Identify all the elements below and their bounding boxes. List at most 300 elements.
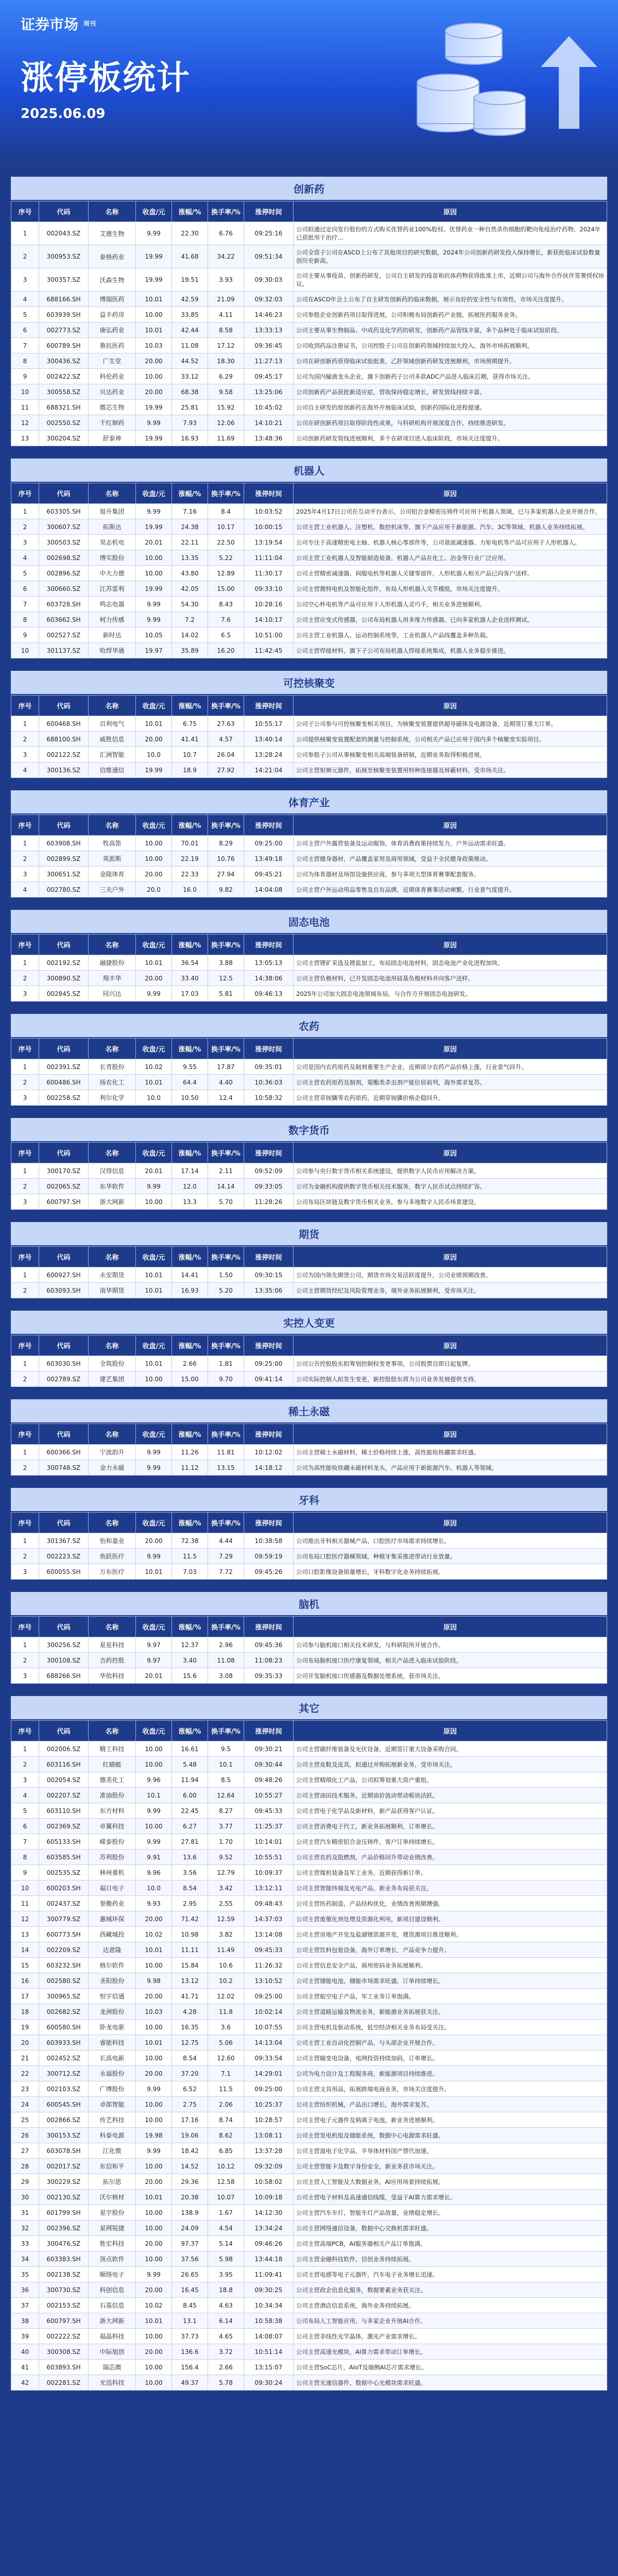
table-row (11, 1460, 607, 1476)
table-cell: 10.1 (136, 1788, 172, 1803)
column-header: 换手率/% (208, 1335, 244, 1356)
table-cell: 09:30:24 (244, 2375, 294, 2391)
reason-cell: 公司主营健身器材，产品覆盖家用及商用领域，受益于全民健身政策推动。 (294, 851, 607, 867)
table-cell: 10:58:32 (244, 1090, 294, 1106)
column-header: 涨停时间 (244, 1143, 294, 1163)
table-cell: 09:30:25 (244, 2282, 294, 2298)
table-cell: 14.14 (208, 1179, 244, 1194)
table-cell: 15.84 (172, 1958, 208, 1973)
table-cell: 14:08:07 (244, 2329, 294, 2344)
section-block (9, 457, 609, 660)
table-cell: 1 (11, 1356, 39, 1371)
table-row (11, 2375, 607, 2391)
table-cell: 600789.SH (39, 338, 89, 353)
table-row (11, 400, 607, 415)
table-cell: 9.99 (136, 1179, 172, 1194)
table-cell: 300607.SZ (39, 519, 89, 535)
table-row (11, 292, 607, 307)
table-cell: 601799.SH (39, 2205, 89, 2221)
table-cell: 16.0 (172, 882, 208, 897)
section-title: 期货 (11, 1222, 607, 1246)
table-cell: 13:08:11 (244, 2128, 294, 2143)
table-cell: 300229.SZ (39, 2174, 89, 2190)
column-header: 收盘/元 (136, 201, 172, 222)
column-header: 换手率/% (208, 201, 244, 222)
table-cell: 1 (11, 1059, 39, 1075)
table-cell: 33.12 (172, 369, 208, 384)
table-cell: 600055.SH (39, 1564, 89, 1580)
section-title: 可控核聚变 (11, 671, 607, 695)
table-cell: 39 (11, 2329, 39, 2344)
table-row (11, 1819, 607, 1834)
table-cell: 光迅科技 (89, 2375, 136, 2391)
reason-cell: 公司主营废催化剂处理及资源化利用，新项目建设顺利。 (294, 1911, 607, 1927)
coins-icon (407, 21, 541, 144)
table-row (11, 2081, 607, 2097)
table-cell: 15.92 (208, 400, 244, 415)
table-cell: 14:37:03 (244, 1911, 294, 1927)
table-cell: 27.81 (172, 1834, 208, 1850)
reason-cell: 公司主营农药及阻燃剂，产品价格回升带动业绩改善。 (294, 1850, 607, 1865)
table-cell: 6 (11, 323, 39, 338)
column-header: 涨幅/% (172, 1721, 208, 1741)
table-row (11, 384, 607, 400)
table-cell: 10.00 (136, 2050, 172, 2066)
table-row (11, 882, 607, 897)
table-cell: 睿能科技 (89, 2035, 136, 2050)
reason-cell: 公司主营智能终端及光电产品，新业务布局获关注。 (294, 1880, 607, 1896)
column-header: 收盘/元 (136, 815, 172, 836)
table-cell: 准油股份 (89, 1788, 136, 1803)
table-cell: 13:49:18 (244, 851, 294, 867)
reason-cell: 公司主营文具用品，拓展跨境电商业务，市场关注度提升。 (294, 2081, 607, 2097)
table-row (11, 2329, 607, 2344)
table-cell: 688321.SH (39, 400, 89, 415)
table-cell: 1 (11, 1533, 39, 1549)
reason-cell: 公司主营工业机器人及智能制造装备，机器人产品在化工、冶金等行业广泛应用。 (294, 550, 607, 566)
reason-cell: 公司开发脑机接口传感器及数据处理系统，获市场关注。 (294, 1668, 607, 1684)
reason-cell: 公司主营光通信器件，数据中心光模块需求旺盛。 (294, 2375, 607, 2391)
table-cell: 09:30:21 (244, 1741, 294, 1757)
table-cell: 41.71 (172, 1989, 208, 2004)
table-cell: 12 (11, 1911, 39, 1927)
table-cell: 10.76 (208, 851, 244, 867)
table-cell: 002209.SZ (39, 1942, 89, 1958)
column-header: 代码 (39, 1039, 89, 1059)
table-cell: 13:19:54 (244, 535, 294, 550)
reason-cell: 公司主营射频元器件，拓展至核聚变装置用特种连接器及屏蔽材料，受市场关注。 (294, 762, 607, 778)
table-cell: 8.74 (208, 2112, 244, 2128)
stock-table (11, 1038, 607, 1106)
column-header: 代码 (39, 1721, 89, 1741)
table-cell: 002138.SZ (39, 2267, 89, 2282)
table-cell: 9.97 (136, 1653, 172, 1668)
table-cell: 603093.SH (39, 1283, 89, 1298)
table-cell: 5.20 (208, 1283, 244, 1298)
reason-cell: 公司主营草铵膦等农药原药，近期草铵膦价格企稳回升。 (294, 1090, 607, 1106)
table-cell: 10.00 (136, 2205, 172, 2221)
column-header: 原因 (294, 483, 607, 504)
table-cell: 英派斯 (89, 851, 136, 867)
table-cell: 3.95 (208, 2267, 244, 2282)
reason-cell: 公司在ASCO年会上公布了自主研发创新药的临床数据，展示良好的安全性与有效性，市场关注度提升。 (294, 292, 607, 307)
table-cell: 002054.SZ (39, 1772, 89, 1788)
column-header: 序号 (11, 935, 39, 955)
table-cell: 2.75 (172, 2097, 208, 2112)
reason-cell: 公司主营网络通信设备，数据中心交换机需求旺盛。 (294, 2221, 607, 2236)
table-cell: 002535.SZ (39, 1865, 89, 1880)
table-cell: 36 (11, 2282, 39, 2298)
table-cell: 9.99 (136, 415, 172, 431)
table-cell: 汇洲智能 (89, 747, 136, 762)
table-cell: 5.14 (208, 2236, 244, 2251)
table-cell: 43.80 (172, 566, 208, 581)
table-cell: 300170.SZ (39, 1163, 89, 1179)
table-cell: 15.00 (208, 581, 244, 597)
column-header: 代码 (39, 483, 89, 504)
table-cell: 9.99 (136, 1549, 172, 1564)
table-cell: 10.00 (136, 836, 172, 851)
table-cell: 42.59 (172, 292, 208, 307)
table-cell: 25 (11, 2112, 39, 2128)
reason-cell: 公司主营户外运动用品零售及自有品牌，近期体育赛事活动频繁，行业景气度提升。 (294, 882, 607, 897)
table-cell: 002773.SZ (39, 323, 89, 338)
column-header: 换手率/% (208, 815, 244, 836)
column-header: 序号 (11, 1513, 39, 1533)
table-cell: 38 (11, 2313, 39, 2329)
reason-cell: 公司为金融机构提供数字货币相关技术服务，数字人民币试点持续扩容。 (294, 1179, 607, 1194)
table-cell: 万东医疗 (89, 1564, 136, 1580)
table-cell: 600580.SH (39, 2020, 89, 2035)
reason-cell: 公司主营储能电池，储能市场需求旺盛，订单持续增长。 (294, 1973, 607, 1989)
table-cell: 2 (11, 971, 39, 986)
table-cell: 2.66 (172, 1356, 208, 1371)
table-cell: 4 (11, 1788, 39, 1803)
reason-cell: 公司专注于高速精密电主轴、机器人核心零部件等，公司谐波减速器、力矩电机等产品可应用于人形机器人。 (294, 535, 607, 550)
reason-cell: 公司主营电子化学品及新材料，新产品获得客户认证。 (294, 1803, 607, 1819)
section-block (9, 669, 609, 779)
table-cell: 9.99 (136, 222, 172, 245)
table-cell: 泰格药业 (89, 245, 136, 268)
table-cell: 10:28:16 (244, 597, 294, 612)
table-cell: 9.70 (208, 1371, 244, 1387)
table-cell: 7.1 (208, 2066, 244, 2081)
table-cell: 长青股份 (89, 1059, 136, 1075)
table-cell: 10.01 (136, 292, 172, 307)
table-cell: 9.99 (136, 504, 172, 519)
table-row (11, 1803, 607, 1819)
table-row (11, 2298, 607, 2313)
table-cell: 16.61 (172, 1741, 208, 1757)
table-cell: 宁波韵升 (89, 1445, 136, 1460)
table-cell: 3.82 (208, 1927, 244, 1942)
table-cell: 2 (11, 732, 39, 747)
table-cell: 5.81 (208, 986, 244, 1002)
table-cell: 5 (11, 307, 39, 323)
table-cell: 11 (11, 400, 39, 415)
table-cell: 3 (11, 1772, 39, 1788)
reason-cell: 公司为高性能钕铁硼永磁材料龙头，产品应用于新能源汽车、机器人等领域。 (294, 1460, 607, 1476)
stock-table (11, 1142, 607, 1210)
table-cell: 26 (11, 2128, 39, 2143)
table-cell: 6.75 (172, 716, 208, 732)
table-cell: 2 (11, 1653, 39, 1668)
reason-cell: 2025年公司加大固态电池领域布局，与合作方开展固态电池研发。 (294, 986, 607, 1002)
table-cell: 20.00 (136, 971, 172, 986)
stock-table (11, 815, 607, 897)
table-row (11, 1911, 607, 1927)
table-cell: 09:45:33 (244, 1803, 294, 1819)
column-header: 涨幅/% (172, 1143, 208, 1163)
table-cell: 9.82 (208, 882, 244, 897)
table-cell: 600797.SH (39, 1194, 89, 1210)
table-cell: 09:32:09 (244, 2159, 294, 2174)
reason-cell: 公司创新药研发管线进展顺利，多个在研项目进入临床阶段，市场关注度提升。 (294, 431, 607, 446)
table-row (11, 2050, 607, 2066)
table-cell: 10.01 (136, 1356, 172, 1371)
table-cell: 江化微 (89, 2143, 136, 2159)
table-cell: 9 (11, 628, 39, 643)
table-cell: 19 (11, 2020, 39, 2035)
table-cell: 71.42 (172, 1911, 208, 1927)
table-cell: 卧龙电驱 (89, 2020, 136, 2035)
table-cell: 10:14:01 (244, 1834, 294, 1850)
table-cell: 002223.SZ (39, 1549, 89, 1564)
table-cell: 博瑞医药 (89, 292, 136, 307)
table-cell: 11:08:23 (244, 1653, 294, 1668)
table-cell: 吉药控股 (89, 1653, 136, 1668)
table-cell: 18 (11, 2004, 39, 2020)
reason-cell: 公司主营金融科技软件，信创业务持续拓展。 (294, 2251, 607, 2267)
table-cell: 20.01 (136, 1163, 172, 1179)
column-header: 换手率/% (208, 483, 244, 504)
table-cell: 惠城环保 (89, 1911, 136, 1927)
table-cell: 6 (11, 581, 39, 597)
table-cell: 40 (11, 2344, 39, 2360)
table-cell: 17.03 (172, 986, 208, 1002)
table-cell: 10:03:52 (244, 504, 294, 519)
column-header: 涨停时间 (244, 1721, 294, 1741)
table-cell: 14:29:01 (244, 2066, 294, 2081)
table-cell: 24.09 (172, 2221, 208, 2236)
column-header: 涨幅/% (172, 1247, 208, 1267)
table-cell: 5 (11, 566, 39, 581)
table-row (11, 2066, 607, 2081)
table-header-row (11, 1424, 607, 1445)
table-cell: 22.45 (172, 1803, 208, 1819)
table-row (11, 1834, 607, 1850)
table-cell: 9.93 (136, 1896, 172, 1911)
table-cell: 002527.SZ (39, 628, 89, 643)
table-cell: 600203.SH (39, 1880, 89, 1896)
table-row (11, 1668, 607, 1684)
table-cell: 603078.SH (39, 2143, 89, 2159)
table-cell: 300476.SZ (39, 2236, 89, 2251)
table-cell: 9.99 (136, 2143, 172, 2159)
reason-cell: 公司参股企业创新药项目取得进展，公司积极布局创新药产业链，拓展医药服务业务。 (294, 307, 607, 323)
table-cell: 17.87 (208, 1059, 244, 1075)
table-cell: 7.03 (172, 1564, 208, 1580)
table-cell: 33.40 (172, 971, 208, 986)
table-cell: 1 (11, 1163, 39, 1179)
table-cell: 603232.SH (39, 1958, 89, 1973)
table-cell: 002422.SZ (39, 369, 89, 384)
table-header-row (11, 1513, 607, 1533)
section-block (9, 1116, 609, 1211)
table-header-row (11, 201, 607, 222)
table-row (11, 2035, 607, 2050)
column-header: 序号 (11, 1617, 39, 1637)
table-cell: 11:09:41 (244, 2267, 294, 2282)
reason-cell: 公司主要从事生物制品、中成药及化学药的研发，创新药产品管线丰富，多个品种处于临床试验阶段。 (294, 323, 607, 338)
table-cell: 旭升集团 (89, 504, 136, 519)
table-cell: 10.7 (172, 747, 208, 762)
table-cell: 12.60 (208, 2050, 244, 2066)
table-cell: 002396.SZ (39, 2221, 89, 2236)
table-cell: 300436.SZ (39, 353, 89, 369)
table-cell: 10:55:27 (244, 1788, 294, 1803)
table-cell: 7.29 (208, 1549, 244, 1564)
column-header: 名称 (89, 1143, 136, 1163)
table-cell: 603383.SH (39, 2251, 89, 2267)
section-title: 稀土永磁 (11, 1399, 607, 1423)
table-cell: 13.15 (208, 1460, 244, 1476)
table-cell: 10.00 (136, 2221, 172, 2236)
table-cell: 09:32:03 (244, 292, 294, 307)
table-cell: 002550.SZ (39, 415, 89, 431)
table-row (11, 732, 607, 747)
stock-table (11, 1246, 607, 1298)
column-header: 序号 (11, 1721, 39, 1741)
table-cell: 37.73 (172, 2329, 208, 2344)
stock-table (11, 1616, 607, 1684)
table-cell: 中大力德 (89, 566, 136, 581)
table-row (11, 2128, 607, 2143)
table-row (11, 1059, 607, 1075)
table-cell: 誉衡药业 (89, 1896, 136, 1911)
table-cell: 14:12:30 (244, 2205, 294, 2221)
table-row (11, 2313, 607, 2329)
table-cell: 002122.SZ (39, 747, 89, 762)
table-cell: 156.4 (172, 2360, 208, 2375)
table-cell: 13:48:36 (244, 431, 294, 446)
table-cell: 13.12 (172, 1973, 208, 1989)
table-cell: 1 (11, 836, 39, 851)
table-header-row (11, 483, 607, 504)
table-cell: 17.12 (208, 338, 244, 353)
column-header: 名称 (89, 935, 136, 955)
table-cell: 11.81 (208, 1445, 244, 1460)
reason-cell: 公司主营煤机装备及军工业务，近期获得新订单。 (294, 1865, 607, 1880)
table-cell: 97.37 (172, 2236, 208, 2251)
reason-cell: 公司主营碳纤维装备及光伏设备，近期签订重大设备采购合同。 (294, 1741, 607, 1757)
table-cell: 11.12 (172, 1460, 208, 1476)
column-header: 原因 (294, 1247, 607, 1267)
table-cell: 12.64 (208, 1788, 244, 1803)
table-cell: 09:51:34 (244, 245, 294, 268)
table-cell: 3.6 (208, 2020, 244, 2035)
table-cell: 怡和嘉业 (89, 1533, 136, 1549)
table-cell: 福日电子 (89, 1880, 136, 1896)
table-cell: 002369.SZ (39, 1819, 89, 1834)
table-cell: 300890.SZ (39, 971, 89, 986)
table-cell: 苏利股份 (89, 1850, 136, 1865)
table-cell: 2.11 (208, 1163, 244, 1179)
stock-table (11, 1335, 607, 1387)
table-cell: 西藏城投 (89, 1927, 136, 1942)
table-cell: 4 (11, 292, 39, 307)
table-cell: 09:41:14 (244, 1371, 294, 1387)
table-cell: 300357.SZ (39, 268, 89, 292)
table-cell: 17 (11, 1989, 39, 2004)
table-cell: 68.38 (172, 384, 208, 400)
table-cell: 603110.SH (39, 1803, 89, 1819)
table-cell: 09:35:01 (244, 1059, 294, 1075)
table-cell: 1 (11, 1741, 39, 1757)
reason-cell: 公司主营SoC芯片，AIoT及端侧AI芯片需求增长。 (294, 2360, 607, 2375)
table-row (11, 2221, 607, 2236)
column-header: 名称 (89, 696, 136, 716)
table-cell: 博实股份 (89, 550, 136, 566)
table-cell: 金陵体育 (89, 867, 136, 882)
reason-cell: 公司主营电机及驱动系统，低空经济相关业务布局受关注。 (294, 2020, 607, 2035)
reason-cell: 公司主营湿电子化学品，半导体材料国产替代加速。 (294, 2143, 607, 2159)
table-cell: 31 (11, 2205, 39, 2221)
table-cell: 002207.SZ (39, 1788, 89, 1803)
table-cell: 19.51 (172, 268, 208, 292)
table-cell: 9.99 (136, 986, 172, 1002)
table-cell: 19.99 (136, 400, 172, 415)
column-header: 序号 (11, 1335, 39, 1356)
table-cell: 15.6 (172, 1668, 208, 1684)
column-header: 涨幅/% (172, 815, 208, 836)
table-cell: 10.01 (136, 1564, 172, 1580)
table-cell: 14:10:17 (244, 612, 294, 628)
table-cell: 28 (11, 2159, 39, 2174)
table-cell: 3 (11, 268, 39, 292)
reason-cell: 公司自主研发的原创新药在海外开展临床试验，创新药国际化进程提速。 (294, 400, 607, 415)
table-cell: 1 (11, 222, 39, 245)
table-cell: 1.81 (208, 1356, 244, 1371)
table-cell: 2.55 (208, 1896, 244, 1911)
table-cell: 哈焊华通 (89, 643, 136, 658)
table-cell: 10.01 (136, 716, 172, 732)
table-row (11, 867, 607, 882)
table-cell: 14:38:06 (244, 971, 294, 986)
table-cell: 688266.SH (39, 1668, 89, 1684)
table-cell: 10.01 (136, 1267, 172, 1283)
table-header-row (11, 1143, 607, 1163)
table-cell: 002006.SZ (39, 1741, 89, 1757)
reason-cell: 公司布局区块链及数字货币相关业务，参与多地数字人民币场景建设。 (294, 1194, 607, 1210)
column-header: 涨停时间 (244, 1617, 294, 1637)
page-date: 2025.06.09 (21, 106, 106, 122)
column-header: 收盘/元 (136, 1721, 172, 1741)
reason-cell: 公司主营纺织机械，产品出口增长，海外需求复苏。 (294, 2097, 607, 2112)
table-cell: 42 (11, 2375, 39, 2391)
table-cell: 星网锐捷 (89, 2221, 136, 2236)
table-cell: 8 (11, 612, 39, 628)
reason-cell: 公司空心杯电机等产品可应用于人形机器人灵巧手，相关业务进展顺利。 (294, 597, 607, 612)
table-cell: 9.99 (136, 2267, 172, 2282)
table-cell: 4.57 (208, 732, 244, 747)
reason-cell: 公司口腔影像设备销量增长，牙科数字化业务持续拓展。 (294, 1564, 607, 1580)
table-row (11, 2174, 607, 2190)
table-cell: 2.95 (172, 1896, 208, 1911)
reason-cell: 公司参股子公司从事核聚变相关高端装备研制，近期业务取得积极进展。 (294, 747, 607, 762)
table-row (11, 369, 607, 384)
table-row (11, 1356, 607, 1371)
